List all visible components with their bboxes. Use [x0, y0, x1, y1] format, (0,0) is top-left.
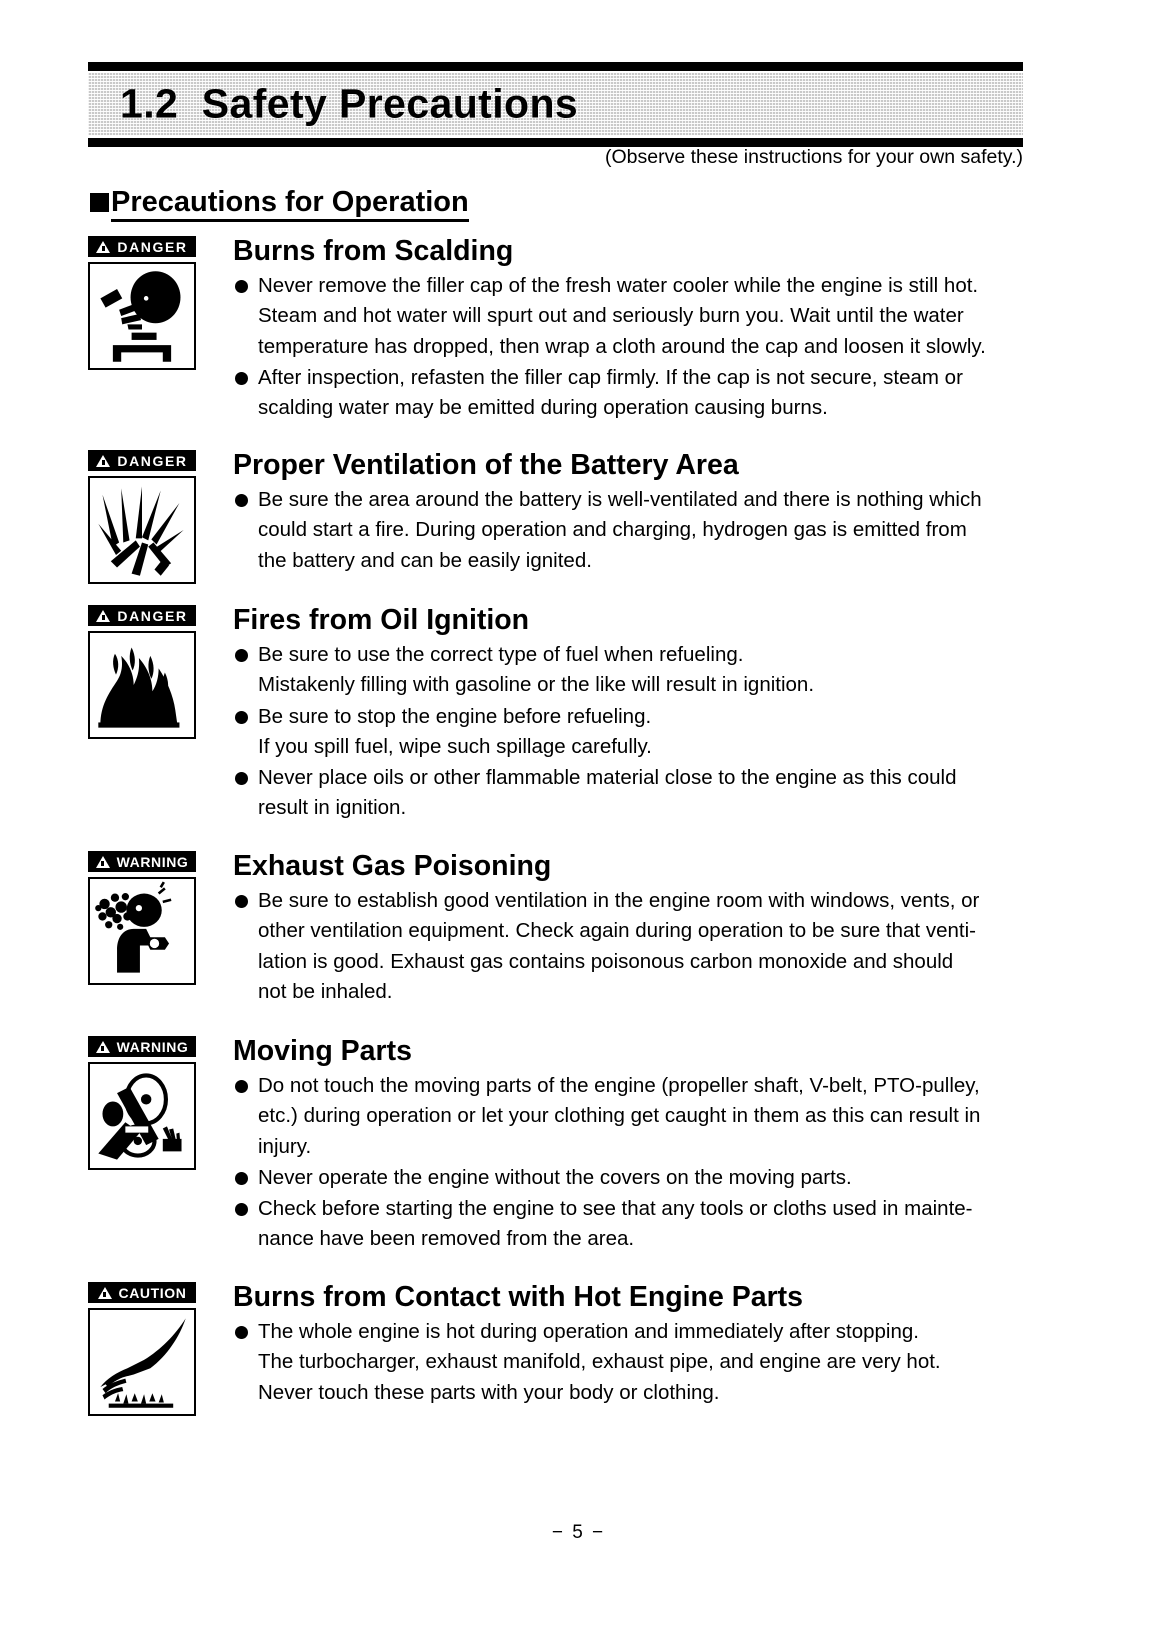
filled-square-bullet-icon: [90, 193, 109, 212]
bullet-list: [233, 485, 1023, 575]
pictogram-exhaust-gas-person-icon: [88, 877, 196, 985]
chapter-banner: [88, 62, 1023, 147]
page-title: 1.2 Safety Precautions: [120, 80, 579, 127]
badge-label: WARNING: [116, 853, 189, 870]
list-item: [233, 886, 1023, 1007]
block-title: Burns from Scalding: [233, 235, 514, 267]
banner-body: [88, 73, 1023, 136]
pictogram-battery-explosion-icon: [88, 476, 196, 584]
status-badge-warning: [88, 1036, 196, 1057]
warning-triangle-icon: [96, 241, 110, 253]
warning-triangle-icon: [96, 610, 110, 622]
observe-note: (Observe these instructions for your own safety.): [605, 146, 1023, 168]
bullet-line: The turbocharger, exhaust manifold, exhaust pipe, and engine are very hot.: [258, 1350, 941, 1374]
bullet-line: Be sure to establish good ventilation in the engine room with windows, vents, or: [258, 889, 980, 913]
bullet-line: Check before starting the engine to see that any tools or cloths used in mainte-: [258, 1196, 973, 1220]
block-title: Proper Ventilation of the Battery Area: [233, 449, 739, 481]
bullet-line: the battery and can be easily ignited.: [258, 548, 592, 572]
pictogram-flames-fire-icon: [88, 631, 196, 739]
block-title: Exhaust Gas Poisoning: [233, 850, 552, 882]
status-badge-caution: [88, 1282, 196, 1303]
bullet-line: Do not touch the moving parts of the engine (propeller shaft, V-belt, PTO-pulley,: [258, 1074, 980, 1098]
bullet-list: [233, 640, 1023, 823]
block-gutter: [88, 1282, 196, 1416]
warning-triangle-icon: [96, 1041, 110, 1053]
list-item: [233, 1317, 1023, 1407]
block-gutter: [88, 1036, 196, 1170]
bullet-line: Never place oils or other flammable material close to the engine as this could: [258, 765, 957, 789]
pictogram-hand-touching-hot-part-icon: [88, 1308, 196, 1416]
bullet-line: Steam and hot water will spurt out and seriously burn you. Wait until the water: [258, 304, 964, 328]
precaution-block-fires-from-oil-ignition: [88, 605, 1023, 824]
bullet-line: temperature has dropped, then wrap a cloth around the cap and loosen it slowly.: [258, 334, 986, 358]
block-gutter: [88, 450, 196, 584]
list-item: [233, 640, 1023, 700]
warning-triangle-icon: [98, 1287, 112, 1299]
bullet-line: injury.: [258, 1134, 312, 1158]
status-badge-warning: [88, 851, 196, 872]
block-content: [233, 1036, 1023, 1255]
bullet-line: could start a fire. During operation and charging, hydrogen gas is emitted from: [258, 518, 967, 542]
status-badge-danger: [88, 605, 196, 626]
bullet-line: nance have been removed from the area.: [258, 1226, 635, 1250]
block-title: Moving Parts: [233, 1035, 412, 1067]
status-badge-danger: [88, 450, 196, 471]
banner-top-rule: [88, 62, 1023, 71]
block-gutter: [88, 236, 196, 370]
bullet-list: [233, 271, 1023, 423]
badge-label: DANGER: [117, 607, 188, 624]
bullet-line: lation is good. Exhaust gas contains poisonous carbon monoxide and should: [258, 949, 954, 973]
precaution-block-moving-parts: [88, 1036, 1023, 1255]
precaution-block-burns-from-scalding: [88, 236, 1023, 424]
warning-triangle-icon: [96, 856, 110, 868]
block-content: [233, 851, 1023, 1008]
block-gutter: [88, 851, 196, 985]
block-content: [233, 236, 1023, 424]
block-content: [233, 1282, 1023, 1409]
status-badge-danger: [88, 236, 196, 257]
pictogram-steam-from-radiator-cap-icon: [88, 262, 196, 370]
list-item: [233, 271, 1023, 361]
block-content: [233, 450, 1023, 577]
bullet-line: Be sure to use the correct type of fuel when refueling.: [258, 643, 744, 667]
list-item: [233, 1194, 1023, 1254]
warning-triangle-icon: [96, 455, 110, 467]
bullet-line: The whole engine is hot during operation and immediately after stopping.: [258, 1320, 919, 1344]
bullet-list: [233, 1071, 1023, 1254]
section-heading-label: Precautions for Operation: [111, 186, 469, 222]
precaution-block-exhaust-gas-poisoning: [88, 851, 1023, 1008]
bullet-line: etc.) during operation or let your clothing get caught in them as this can result in: [258, 1104, 981, 1128]
bullet-line: other ventilation equipment. Check again during operation to be sure that venti-: [258, 919, 976, 943]
bullet-line: scalding water may be emitted during operation causing burns.: [258, 395, 828, 419]
list-item: [233, 763, 1023, 823]
bullet-line: Be sure the area around the battery is well-ventilated and there is nothing which: [258, 488, 982, 512]
bullet-list: [233, 886, 1023, 1007]
bullet-line: result in ignition.: [258, 795, 407, 819]
block-gutter: [88, 605, 196, 739]
block-content: [233, 605, 1023, 824]
badge-label: DANGER: [117, 238, 188, 255]
bullet-line: After inspection, refasten the filler cap firmly. If the cap is not secure, steam or: [258, 365, 963, 389]
list-item: [233, 485, 1023, 575]
precaution-block-hot-engine-parts: [88, 1282, 1023, 1416]
bullet-line: If you spill fuel, wipe such spillage carefully.: [258, 734, 652, 758]
section-heading: [90, 186, 469, 222]
list-item: [233, 1071, 1023, 1161]
list-item: [233, 702, 1023, 762]
block-title: Burns from Contact with Hot Engine Parts: [233, 1281, 804, 1313]
bullet-line: Be sure to stop the engine before refueling.: [258, 704, 652, 728]
badge-label: CAUTION: [118, 1284, 187, 1301]
bullet-line: Never remove the filler cap of the fresh water cooler while the engine is still hot.: [258, 274, 979, 298]
precaution-block-battery-ventilation: [88, 450, 1023, 584]
block-title: Fires from Oil Ignition: [233, 604, 530, 636]
pictogram-hand-caught-in-belt-pulley-icon: [88, 1062, 196, 1170]
bullet-list: [233, 1317, 1023, 1407]
bullet-line: Never touch these parts with your body or clothing.: [258, 1380, 720, 1404]
list-item: [233, 363, 1023, 423]
badge-label: DANGER: [117, 452, 188, 469]
bullet-line: not be inhaled.: [258, 979, 393, 1003]
bullet-line: Never operate the engine without the covers on the moving parts.: [258, 1165, 852, 1189]
list-item: [233, 1163, 1023, 1193]
bullet-line: Mistakenly filling with gasoline or the like will result in ignition.: [258, 673, 815, 697]
page-number: − 5 −: [551, 1522, 606, 1543]
badge-label: WARNING: [116, 1038, 189, 1055]
